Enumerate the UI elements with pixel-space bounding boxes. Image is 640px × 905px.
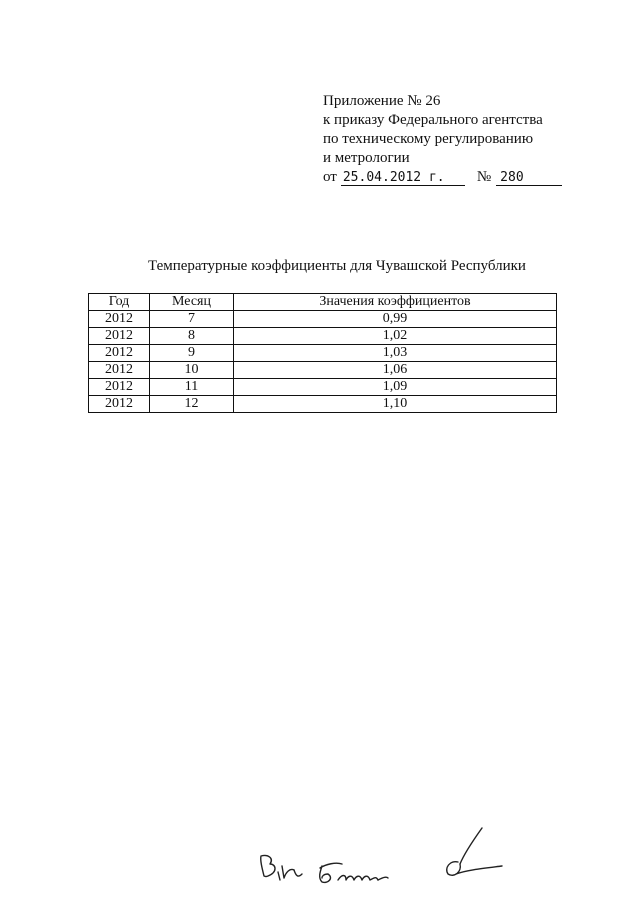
date-prefix: от	[323, 169, 337, 185]
number-sign: №	[476, 169, 492, 185]
cell-value: 1,06	[234, 362, 557, 379]
header-year: Год	[89, 294, 150, 311]
table-row	[89, 396, 557, 413]
annex-agency-line: по техническому регулированию	[323, 131, 534, 147]
cell-year: 2012	[89, 328, 150, 345]
annex-date-line	[323, 168, 562, 187]
annex-number: Приложение № 26	[323, 93, 441, 109]
cell-month: 11	[150, 379, 234, 396]
table-row	[89, 311, 557, 328]
cell-value: 1,09	[234, 379, 557, 396]
cell-month: 10	[150, 362, 234, 379]
cell-month: 8	[150, 328, 234, 345]
cell-value: 1,10	[234, 396, 557, 413]
table-header-row	[89, 294, 557, 311]
cell-month: 7	[150, 311, 234, 328]
order-number: 280	[496, 170, 562, 186]
cell-year: 2012	[89, 379, 150, 396]
coefficients-table	[88, 293, 557, 413]
cell-value: 1,02	[234, 328, 557, 345]
cell-month: 9	[150, 345, 234, 362]
table-row	[89, 345, 557, 362]
cell-value: 1,03	[234, 345, 557, 362]
signature-drawing	[250, 818, 510, 898]
annex-order-line: к приказу Федерального агентства	[323, 112, 543, 128]
cell-year: 2012	[89, 311, 150, 328]
handwritten-signature	[250, 818, 510, 898]
table-title: Температурные коэффициенты для Чувашской Республики	[148, 258, 526, 274]
cell-year: 2012	[89, 396, 150, 413]
annex-metrology-line: и метрологии	[323, 150, 410, 166]
cell-year: 2012	[89, 362, 150, 379]
table-row	[89, 379, 557, 396]
order-date: 25.04.2012 г.	[341, 170, 465, 186]
header-values: Значения коэффициентов	[234, 294, 557, 311]
annex-header	[323, 92, 562, 187]
table-row	[89, 362, 557, 379]
table-row	[89, 328, 557, 345]
header-month: Месяц	[150, 294, 234, 311]
cell-year: 2012	[89, 345, 150, 362]
cell-month: 12	[150, 396, 234, 413]
cell-value: 0,99	[234, 311, 557, 328]
